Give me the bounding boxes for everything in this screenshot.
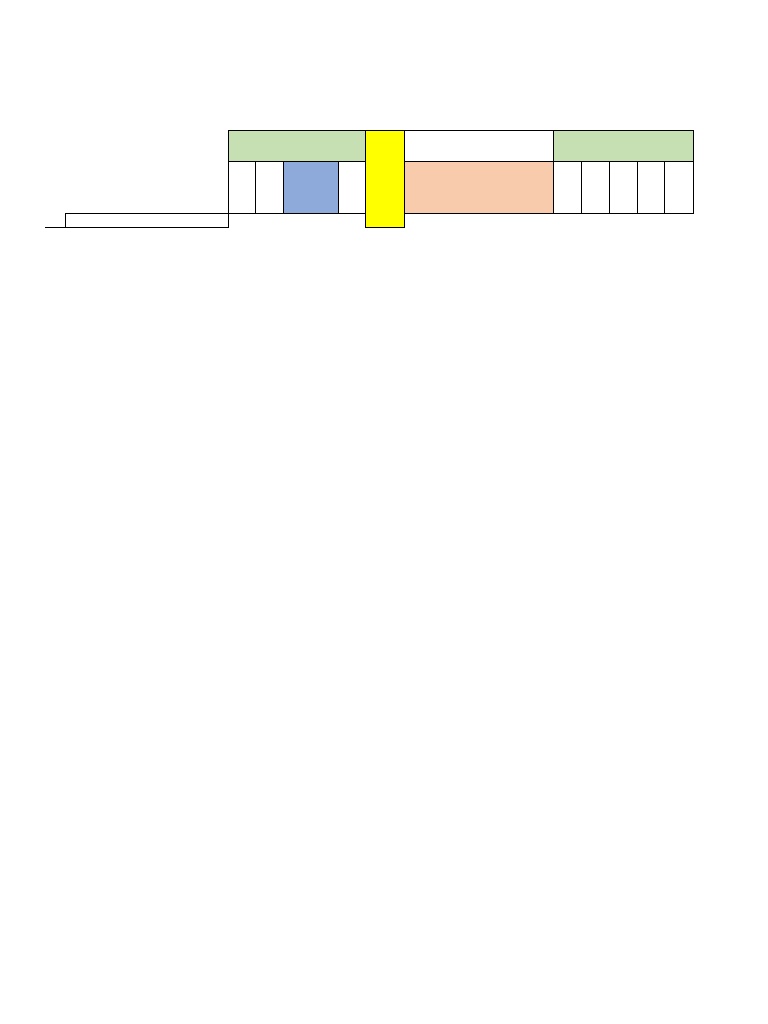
activity-3-header: [283, 162, 338, 214]
competencia-left: [228, 131, 365, 162]
grades-table-top: [45, 130, 694, 228]
competencia-right: [553, 131, 693, 162]
activity-2-header: [255, 162, 283, 214]
descripcion-header: [404, 162, 553, 214]
activity-1-header: [228, 162, 255, 214]
apellidos-header: [65, 214, 228, 228]
